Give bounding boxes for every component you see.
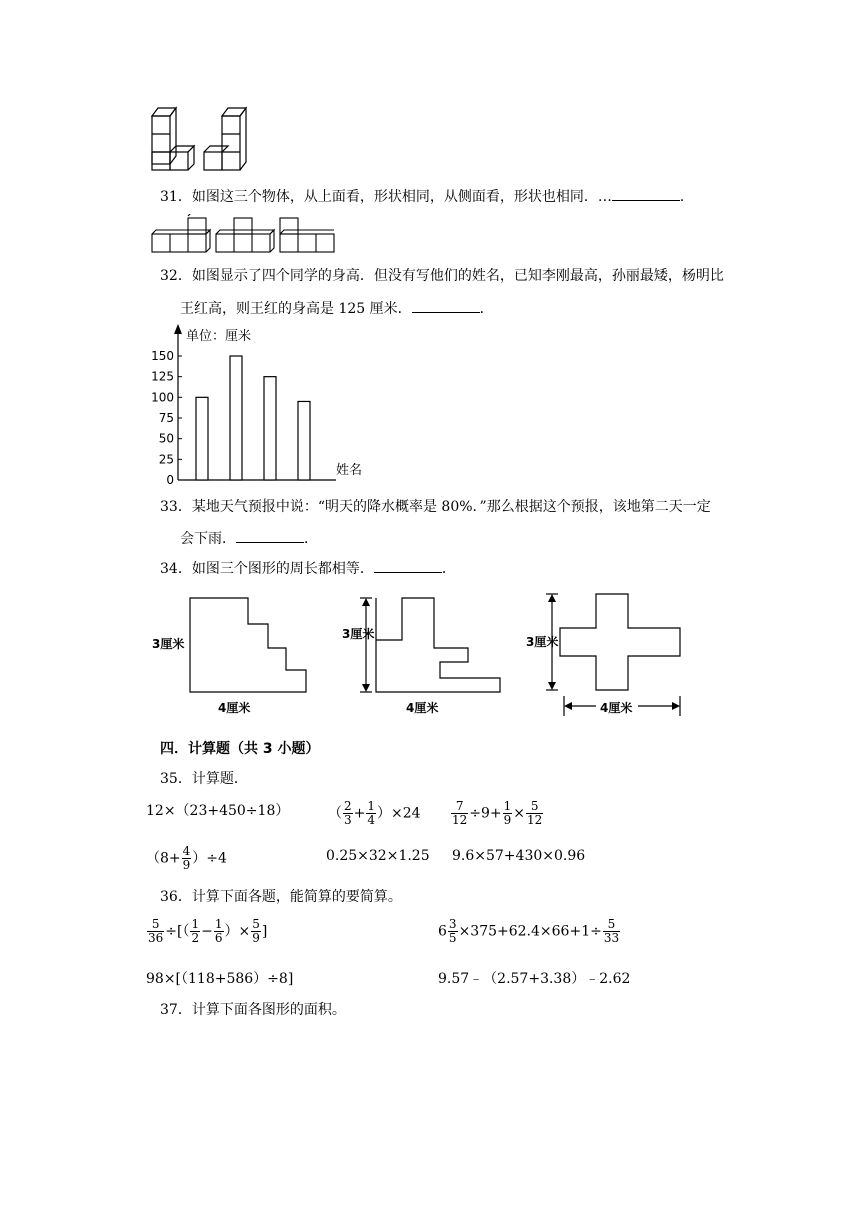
question-number: 35． [160,771,192,787]
y-axis-label: 单位：厘米 [186,329,252,344]
expr-36-3: 98×[（118+586）÷8] [146,971,294,987]
cross-shape [560,594,680,690]
bar-1 [196,397,208,480]
expr-35-6: 9.6×57+430×0.96 [452,848,586,864]
fraction: $\frac{5}{9}$ [252,917,260,945]
question-tail: ． [479,301,494,317]
row-figure-1 [152,214,210,252]
answer-blank[interactable] [412,298,480,313]
question-37 [160,1000,346,1020]
expr-36-4: 9.57﹣（2.57+3.38）﹣2.62 [438,971,631,987]
y-tick-label: 125 [151,369,174,384]
question-text: 如图三个图形的周长都相等． [191,561,374,577]
expr-35-2: （ $\frac{2}{3}$ + $\frac{1}{4}$ ）×24 [328,799,421,827]
bar-3 [264,377,276,480]
label-3cm: 3厘米 [342,627,375,641]
question-34 [160,558,456,579]
answer-blank[interactable] [236,528,304,543]
question-text: 计算题． [191,771,248,787]
fraction: $\frac{1}{6}$ [214,917,223,945]
question-35 [160,769,248,789]
expr-35-5: 0.25×32×1.25 [326,848,430,864]
fraction: $\frac{1}{9}$ [503,799,512,827]
label-3cm: 3厘米 [526,635,559,649]
label-4cm: 4厘米 [218,701,251,715]
height-bar-chart [140,322,380,488]
expr-36-1: $\frac{5}{36}$ ÷[（ $\frac{1}{2}$ − $\frac{1}{6}$ ）× $\frac{5}{9}$ ] [148,917,268,945]
fraction: $\frac{5}{12}$ [527,799,543,827]
question-number: 34． [160,561,192,577]
expr-36-2: 6 $\frac{3}{5}$ ×375+62.4×66+1÷ $\frac{5}{33}$ [438,917,620,945]
staircase-shape [190,598,306,692]
question-text: 会下雨． [180,531,236,547]
fraction: $\frac{5}{36}$ [148,917,164,945]
question-text: 王红高，则王红的身高是 125 厘米． [180,301,412,317]
answer-blank[interactable] [612,186,680,201]
answer-blank[interactable] [374,558,442,573]
x-axis-label: 姓名 [336,463,363,478]
question-number: 31． [160,189,192,205]
question-33-line1 [160,497,711,517]
label-4cm: 4厘米 [600,701,633,715]
step-shape [376,598,500,692]
label-4cm: 4厘米 [406,701,439,715]
y-tick-label: 150 [151,349,174,363]
question-tail: ． [304,531,318,547]
fraction: $\frac{1}{4}$ [367,799,376,827]
row-figure-3 [280,218,334,252]
y-tick-label: 0 [166,473,174,487]
y-tick-label: 50 [158,431,174,446]
y-tick-label: 100 [151,390,174,405]
question-32-line1 [160,266,724,286]
question-text: 某地天气预报中说：“明天的降水概率是 80%．”那么根据这个预报，该地第二天一定 [191,499,711,515]
cube-figures-top [148,104,252,176]
label-3cm: 3厘米 [152,637,185,651]
question-32-line2 [180,298,494,319]
question-number: 32． [160,268,192,284]
question-number: 33． [160,499,192,515]
question-tail: ． [679,189,694,205]
expr-35-3: $\frac{7}{12}$ ÷9+ $\frac{1}{9}$ × $\frac{5}{12}$ [452,799,543,827]
fraction: $\frac{1}{2}$ [191,917,200,945]
question-text: 如图显示了四个同学的身高．但没有写他们的姓名，已知李刚最高，孙丽最矮，杨明比 [191,268,724,284]
cube-rows-figure [150,214,336,256]
question-33-line2 [180,528,318,549]
fraction: $\frac{4}{9}$ [182,844,191,872]
fraction: $\frac{5}{33}$ [603,917,620,945]
expr-35-4: （8+ $\frac{4}{9}$ ）÷4 [146,844,227,872]
y-tick-label: 75 [158,411,174,425]
expr-35-1: 12×（23+450÷18） [146,803,290,819]
perimeter-figures [150,588,710,724]
fraction: $\frac{2}{3}$ [344,799,352,827]
question-31 [160,186,694,207]
y-axis-arrow [174,324,182,334]
question-number: 36． [160,889,192,905]
section-title: 四．计算题（共 3 小题） [160,741,320,757]
question-text: 计算下面各题，能简算的要简算。 [191,889,402,905]
bar-4 [298,401,310,480]
row-figure-2 [216,218,274,252]
question-tail: ． [441,561,456,577]
question-36 [160,887,402,907]
fraction: $\frac{7}{12}$ [452,799,468,827]
bar-2 [230,356,242,480]
y-tick-label: 25 [158,452,174,467]
question-text: 计算下面各图形的面积。 [191,1002,346,1018]
question-text: 如图这三个物体，从上面看，形状相同，从侧面看，形状也相同．… [191,189,612,205]
question-number: 37． [160,1002,192,1018]
fraction: $\frac{3}{5}$ [448,917,457,945]
